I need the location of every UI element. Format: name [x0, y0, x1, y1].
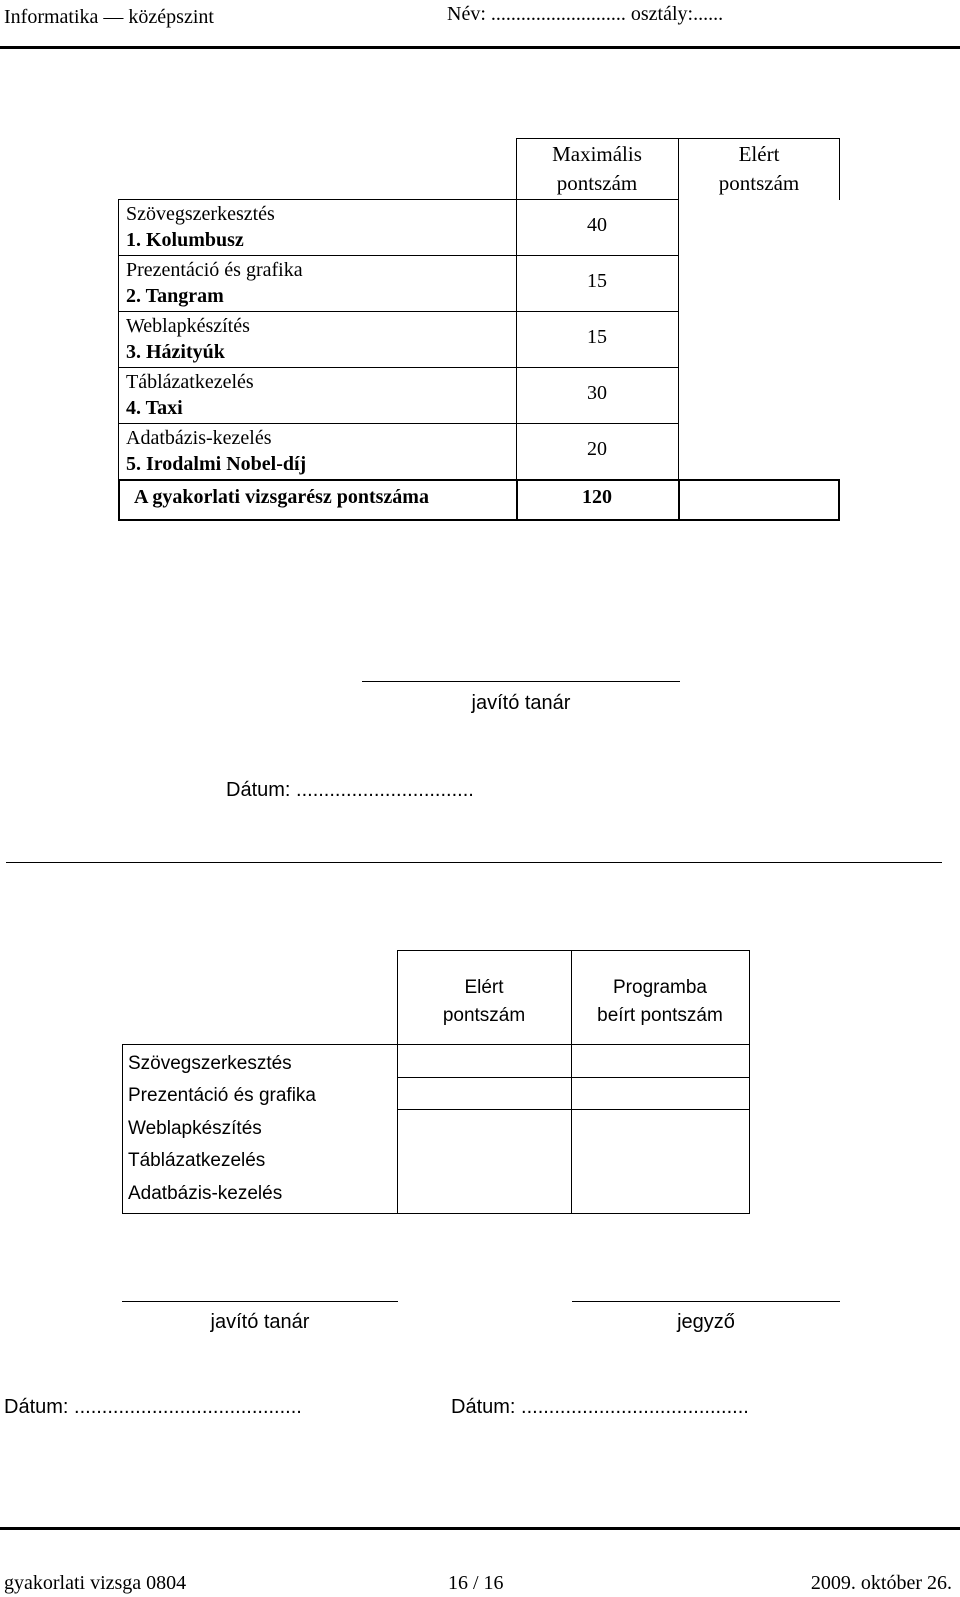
date-field-notary: Dátum: ......................................... — [451, 1396, 749, 1418]
footer-date: 2009. október 26. — [810, 1572, 952, 1594]
table-row: Táblázatkezelés 4. Taxi — [126, 371, 254, 419]
achieved-score-header: Elért pontszám — [718, 142, 800, 195]
max-score-cell: 20 — [587, 438, 607, 460]
program-score-header: Programba beírt pontszám — [597, 977, 723, 1026]
score-table — [118, 138, 840, 525]
signature-line-notary[interactable] — [572, 1301, 840, 1302]
table-row: Táblázatkezelés — [128, 1150, 266, 1171]
header-title: Informatika — középszint — [4, 6, 214, 28]
max-score-cell: 40 — [587, 214, 607, 236]
max-score-cell: 30 — [587, 382, 607, 404]
table-row: Prezentáció és grafika — [128, 1085, 316, 1106]
date-field-teacher: Dátum: ......................................... — [4, 1396, 302, 1418]
footer-page-number: 16 / 16 — [448, 1572, 504, 1594]
header-name-class: Név: ........................... osztály:...... — [447, 3, 724, 25]
table-row: Szövegszerkesztés — [128, 1053, 292, 1074]
table-row: Szövegszerkesztés 1. Kolumbusz — [126, 203, 275, 251]
max-score-header: Maximális pontszám — [552, 142, 642, 195]
table-row: Prezentáció és grafika 2. Tangram — [126, 259, 303, 307]
footer-exam-code: gyakorlati vizsga 0804 — [4, 1572, 187, 1594]
signature-label-teacher: javító tanár — [210, 1311, 310, 1333]
signature-line-teacher[interactable] — [122, 1301, 398, 1302]
table-row: Weblapkészítés — [128, 1118, 262, 1139]
table-row: Adatbázis-kezelés — [128, 1183, 283, 1204]
signature-label-notary: jegyző — [677, 1311, 735, 1333]
total-max-score: 120 — [582, 486, 612, 508]
table-row: Weblapkészítés 3. Házityúk — [126, 315, 250, 363]
signature-line[interactable] — [362, 681, 680, 682]
max-score-cell: 15 — [587, 270, 607, 292]
footer-rule — [0, 1527, 960, 1530]
total-achieved-cell[interactable] — [680, 481, 836, 517]
date-field: Dátum: ................................ — [226, 779, 474, 801]
achieved-score-header: Elért pontszám — [442, 977, 526, 1026]
signature-label: javító tanár — [471, 692, 571, 714]
total-label: A gyakorlati vizsgarész pontszáma — [134, 486, 429, 508]
table-row: Adatbázis-kezelés 5. Irodalmi Nobel-díj — [126, 427, 307, 475]
max-score-cell: 15 — [587, 326, 607, 348]
section-divider — [6, 862, 942, 863]
program-score-table — [122, 950, 750, 1214]
header-rule — [0, 46, 960, 49]
